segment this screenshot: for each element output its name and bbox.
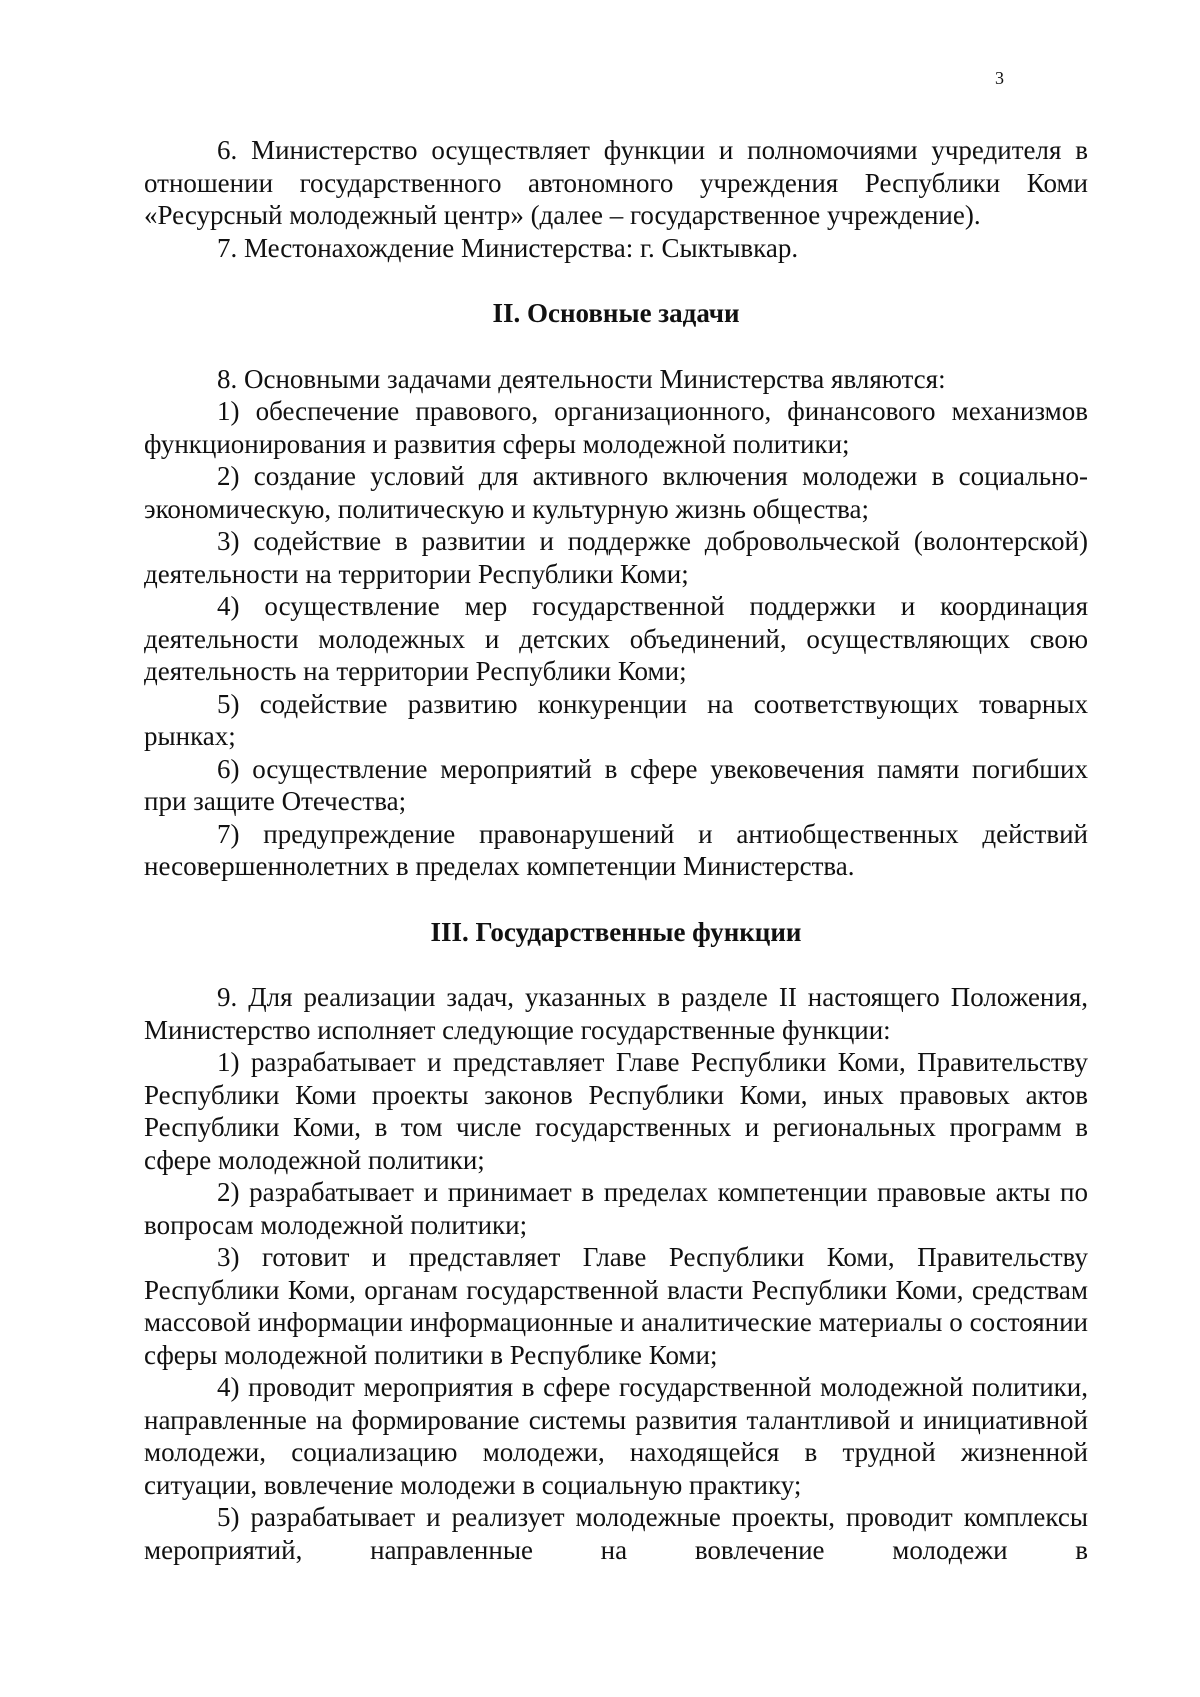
list-item: 2) создание условий для активного включения молодежи в социально-экономическую, политическую и культурную жизнь общества; bbox=[144, 461, 1088, 524]
list-item: 5) разрабатывает и реализует молодежные проекты, проводит комплексы мероприятий, направленные на вовлечение молодежи в bbox=[144, 1502, 1088, 1565]
list-item: 4) проводит мероприятия в сфере государственной молодежной политики, направленные на формирование системы развития талантливой и инициативной молодежи, социализацию молодежи, находящейся в трудной жизненной ситуации, вовлечение молодежи в социальную практику; bbox=[144, 1372, 1088, 1500]
paragraph: 9. Для реализации задач, указанных в разделе II настоящего Положения, Министерство исполняет следующие государственные функции: bbox=[144, 982, 1088, 1045]
list-item: 2) разрабатывает и принимает в пределах компетенции правовые акты по вопросам молодежной политики; bbox=[144, 1177, 1088, 1240]
list-item: 3) содействие в развитии и поддержке добровольческой (волонтерской) деятельности на территории Республики Коми; bbox=[144, 526, 1088, 589]
list-item: 6) осуществление мероприятий в сфере увековечения памяти погибших при защите Отечества; bbox=[144, 753, 1088, 816]
section-title: II. Основные задачи bbox=[492, 298, 740, 328]
section-title: III. Государственные функции bbox=[430, 916, 802, 947]
list-item: 1) разрабатывает и представляет Главе Республики Коми, Правительству Республики Коми проекты законов Республики Коми, иных правовых актов Республики Коми, в том числе государственных и региональных программ в сфере молодежной политики; bbox=[144, 1047, 1088, 1175]
list-item: 5) содействие развитию конкуренции на соответствующих товарных рынках; bbox=[144, 688, 1088, 751]
list-item: 4) осуществление мер государственной поддержки и координация деятельности молодежных и детских объединений, осуществляющих свою деятельность на территории Республики Коми; bbox=[144, 591, 1088, 686]
list-item: 1) обеспечение правового, организационного, финансового механизмов функционирования и развития сферы молодежной политики; bbox=[144, 396, 1088, 459]
paragraph: 7. Местонахождение Министерства: г. Сыктывкар. bbox=[217, 232, 799, 263]
paragraph: 6. Министерство осуществляет функции и полномочиями учредителя в отношении государственного автономного учреждения Республики Коми «Ресурсный молодежный центр» (далее – государственное учреждение). bbox=[144, 135, 1088, 230]
list-item: 3) готовит и представляет Главе Республики Коми, Правительству Республики Коми, органам государственной власти Республики Коми, средствам массовой информации информационные и аналитические материалы о состоянии сферы молодежной политики в Республике Коми; bbox=[144, 1242, 1088, 1370]
page-number: 3 bbox=[995, 68, 1004, 88]
paragraph: 8. Основными задачами деятельности Министерства являются: bbox=[217, 363, 946, 394]
list-item: 7) предупреждение правонарушений и антиобщественных действий несовершеннолетних в пределах компетенции Министерства. bbox=[144, 818, 1088, 881]
document-body bbox=[144, 134, 1088, 1566]
